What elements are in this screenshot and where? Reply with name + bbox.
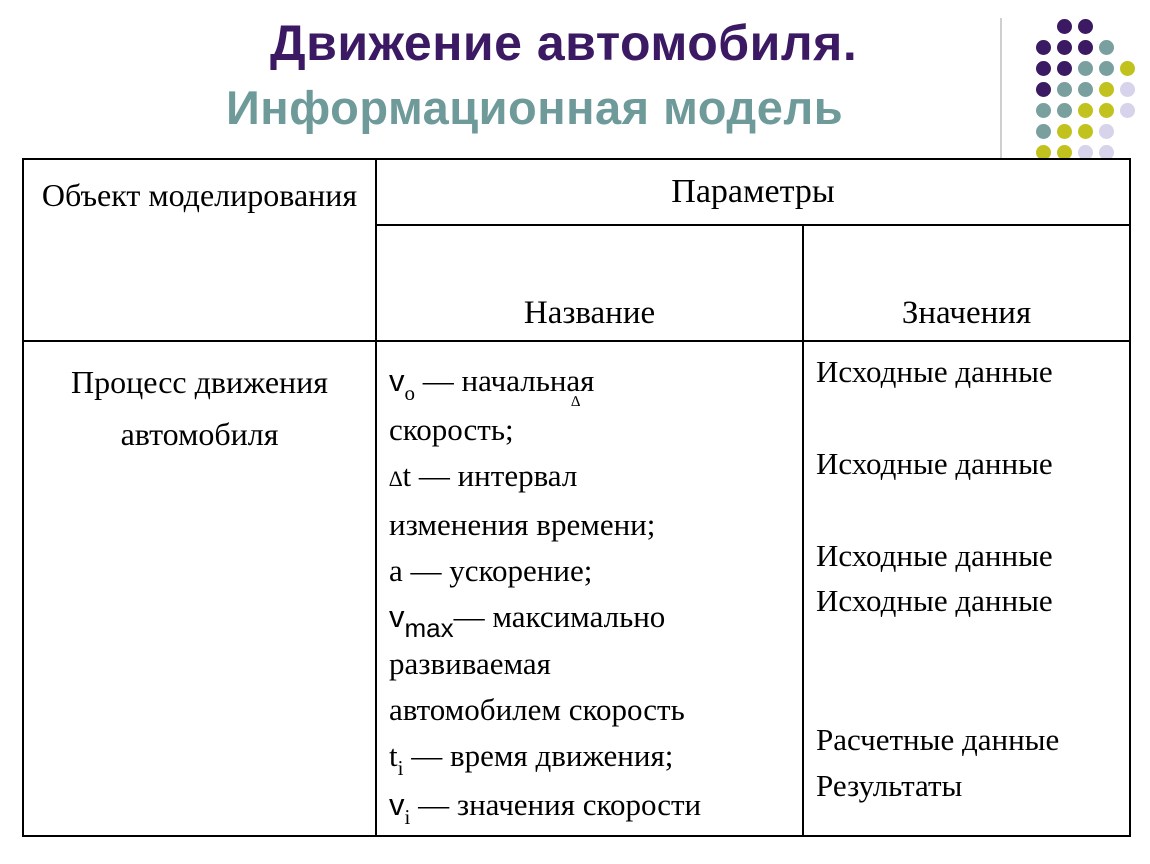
decorative-dot [1120,103,1135,118]
decorative-dot [1078,40,1093,55]
decorative-dot [1078,103,1093,118]
decorative-dot [1099,103,1114,118]
decorative-dot [1036,103,1051,118]
param-vmax: $v_{max}—$ максимально [389,599,666,643]
parameter-values-cell [803,341,1130,836]
header-object: Объект моделирования [23,159,376,341]
decorative-dot [1078,124,1093,139]
value-v0: Исходные данные [816,354,1053,389]
object-cell: Процесс движения автомобиля [23,341,376,836]
slide-subtitle: Информационная модель [226,81,844,134]
header-name: Название [376,225,803,341]
decorative-dot [1057,82,1072,97]
value-a: Исходные данные [816,538,1053,573]
delta-mark: ∆ [571,394,581,410]
param-dt: ∆t — интервал [389,458,578,493]
decorative-dot [1036,82,1051,97]
param-dt-cont: изменения времени; [389,507,656,542]
value-vmax: Исходные данные [816,583,1053,618]
decorative-dot [1078,82,1093,97]
decorative-dot [1036,61,1051,76]
value-ti: Расчетные данные [816,722,1060,757]
decorative-dot [1099,82,1114,97]
decorative-dot [1099,61,1114,76]
param-v0: $v_o$ — начальная [389,363,595,405]
decorative-dot [1099,124,1114,139]
param-vi: $v_i$ — значения скорости [389,787,702,829]
decorative-dot [1120,61,1135,76]
decorative-dot [1099,40,1114,55]
decorative-dot [1057,19,1072,34]
header-parameters: Параметры [376,159,1130,225]
decorative-dot [1057,124,1072,139]
decorative-dot [1057,61,1072,76]
parameter-names-cell [376,341,803,836]
decorative-dot [1078,19,1093,34]
param-a: a — ускорение; [389,553,593,588]
decorative-dot [1057,40,1072,55]
slide-title: Движение автомобиля. [270,15,858,71]
header-values: Значения [803,225,1130,341]
value-vi: Результаты [816,768,963,803]
decorative-dot [1036,124,1051,139]
decorative-dot [1036,40,1051,55]
decorative-divider [1000,18,1002,158]
decorative-dot [1078,61,1093,76]
information-model-table [22,158,1131,837]
param-vmax-cont1: развиваемая [389,646,551,681]
decorative-dot [1120,82,1135,97]
param-vmax-cont2: автомобилем скорость [389,692,685,727]
param-v0-cont: скорость; ∆ [389,407,802,453]
param-ti: $t_i$ — время движения; [389,738,674,780]
value-dt: Исходные данные [816,446,1053,481]
decorative-dot [1057,103,1072,118]
